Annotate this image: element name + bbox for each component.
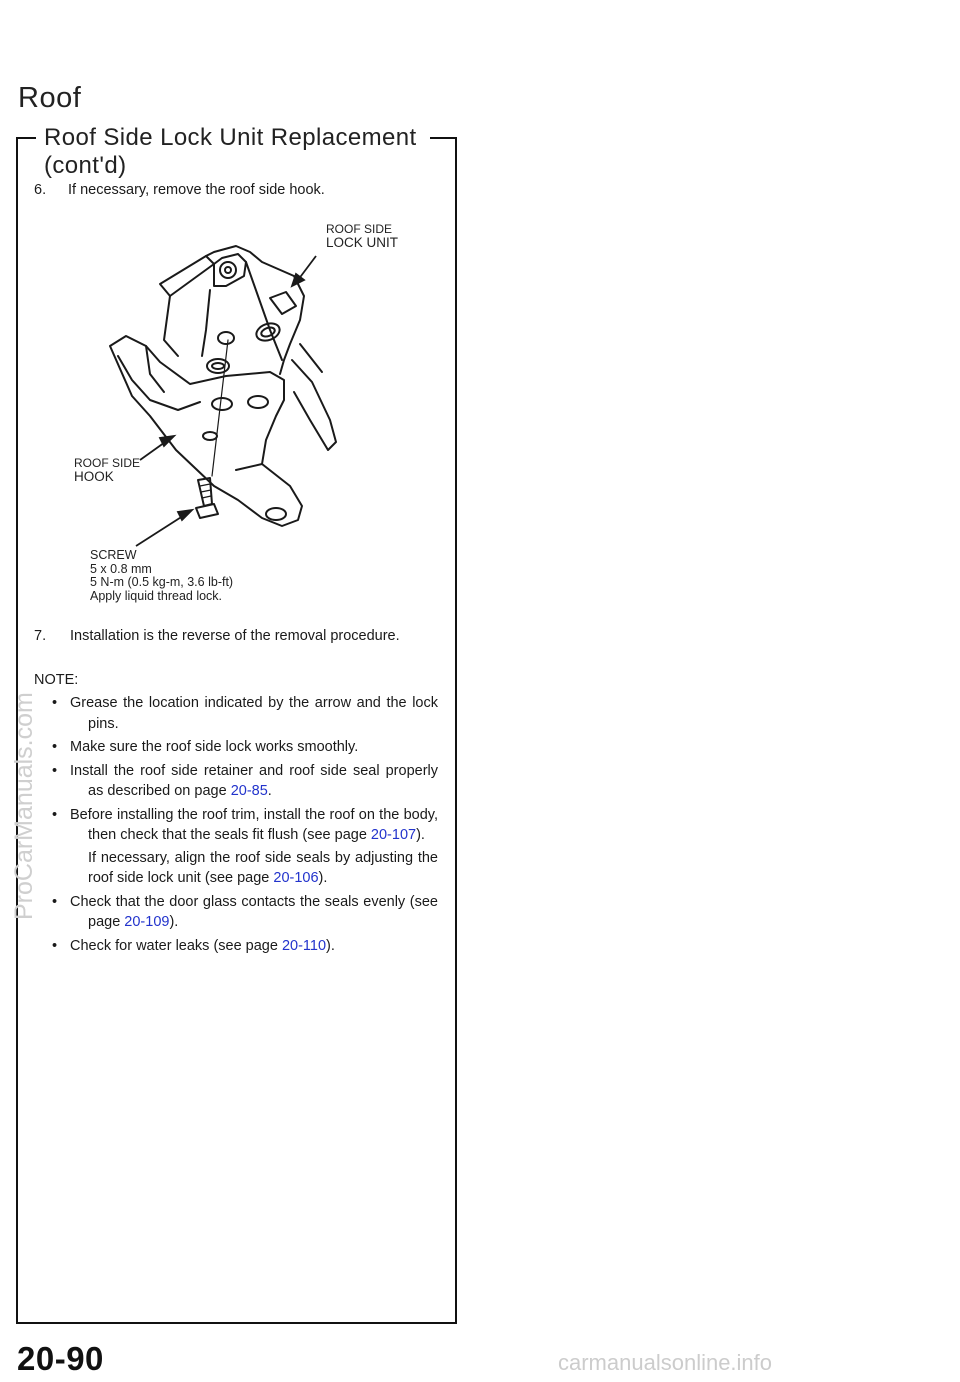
lock-unit-label-line2: LOCK UNIT bbox=[326, 235, 399, 250]
lock-unit-label bbox=[326, 222, 398, 250]
note-item bbox=[34, 737, 438, 758]
screw-torque: 5 N-m (0.5 kg-m, 3.6 lb-ft) bbox=[90, 575, 234, 589]
page-title-line1: Roof Side Lock Unit Replacement bbox=[44, 124, 417, 151]
lock-unit-window bbox=[270, 292, 296, 314]
note-text: Check that the door glass contacts the seals evenly (see page bbox=[70, 893, 438, 930]
roof-side-seal-strip bbox=[292, 360, 336, 450]
hook-label bbox=[74, 456, 140, 484]
screw-leader-line bbox=[136, 514, 186, 546]
hook-fold-line bbox=[146, 346, 164, 392]
page-link-20-109[interactable]: 20-109 bbox=[124, 914, 170, 930]
lock-unit-housing-ridge bbox=[246, 262, 282, 360]
page-number: 20-90 bbox=[17, 1340, 104, 1377]
note-heading: NOTE: bbox=[34, 672, 79, 688]
notes-list bbox=[34, 690, 438, 956]
lock-unit-left-wing bbox=[160, 256, 214, 296]
lock-unit-leader-line bbox=[298, 256, 316, 280]
hook-screw-hole bbox=[212, 398, 232, 410]
lock-pin-hole-top-inner bbox=[225, 267, 231, 273]
step-7-text: Installation is the reverse of the removal procedure. bbox=[70, 628, 400, 644]
slot-hole-2-inner bbox=[212, 363, 224, 369]
note-item bbox=[34, 892, 438, 933]
note-item bbox=[34, 936, 438, 957]
page-link-20-107[interactable]: 20-107 bbox=[370, 827, 417, 843]
lock-unit-left-edge bbox=[164, 296, 178, 356]
note-item bbox=[34, 761, 438, 802]
screw-shank bbox=[198, 478, 212, 506]
bullet: • bbox=[52, 695, 58, 711]
side-watermark: ProCarManuals.com bbox=[10, 692, 38, 920]
note-text-end: ). bbox=[169, 914, 179, 930]
hook-pin-hole bbox=[203, 432, 217, 440]
page-link-20-106[interactable]: 20-106 bbox=[273, 870, 319, 886]
note-text: If necessary, align the roof side seals by adjusting the roof side lock unit (see page bbox=[88, 849, 438, 886]
hook-slot-hole bbox=[248, 396, 268, 408]
bullet: • bbox=[52, 739, 58, 755]
bullet: • bbox=[52, 937, 58, 954]
note-text: Make sure the roof side lock works smoothly. bbox=[70, 739, 359, 755]
hook-label-line2: HOOK bbox=[74, 469, 114, 484]
page-title-line2: (cont'd) bbox=[44, 152, 127, 179]
bullet: • bbox=[52, 893, 58, 910]
note-text-end: ). bbox=[416, 827, 425, 843]
screw-label-name: SCREW bbox=[90, 548, 137, 562]
seal-edge-line bbox=[300, 344, 322, 372]
hook-end-hole bbox=[266, 508, 286, 520]
slot-hole-1 bbox=[254, 320, 282, 343]
step-7 bbox=[34, 628, 400, 644]
screw-head bbox=[196, 504, 218, 518]
bullet: • bbox=[52, 762, 58, 779]
note-text-end: ). bbox=[326, 937, 335, 954]
lock-unit-label-line1: ROOF SIDE bbox=[326, 222, 393, 236]
hook-label-line1: ROOF SIDE bbox=[74, 456, 141, 470]
screw-size: 5 x 0.8 mm bbox=[90, 561, 152, 576]
bottom-watermark: carmanualsonline.info bbox=[558, 1350, 773, 1375]
note-continuation bbox=[34, 848, 438, 889]
page-link-20-110[interactable]: 20-110 bbox=[281, 937, 327, 954]
note-text: Check for water leaks (see page bbox=[70, 937, 282, 954]
note-text: Grease the location indicated by the arrow and the lock pins. bbox=[70, 695, 438, 732]
hook-bend-line bbox=[236, 464, 262, 470]
note-text-end: . bbox=[267, 783, 272, 799]
note-text: Install the roof side retainer and roof side seal properly as described on page bbox=[70, 762, 438, 799]
note-item bbox=[34, 805, 438, 846]
page-link-20-85[interactable]: 20-85 bbox=[230, 783, 268, 799]
screw-note: Apply liquid thread lock. bbox=[90, 588, 223, 603]
note-text: Before installing the roof trim, install the roof on the body, then check that the seals fit flush (see page bbox=[70, 806, 438, 843]
lock-pin-hole-top bbox=[220, 262, 236, 278]
step-7-number: 7. bbox=[34, 628, 47, 644]
note-text-end: ). bbox=[318, 870, 328, 886]
step-6-number: 6. bbox=[34, 182, 47, 198]
screw-label bbox=[90, 549, 233, 603]
note-item bbox=[34, 693, 438, 734]
lock-unit-housing-front bbox=[202, 290, 210, 356]
screw-hole-upper bbox=[218, 332, 234, 344]
step-6-text: If necessary, remove the roof side hook. bbox=[68, 182, 325, 198]
bullet: • bbox=[52, 806, 58, 823]
section-title: Roof bbox=[18, 82, 82, 114]
